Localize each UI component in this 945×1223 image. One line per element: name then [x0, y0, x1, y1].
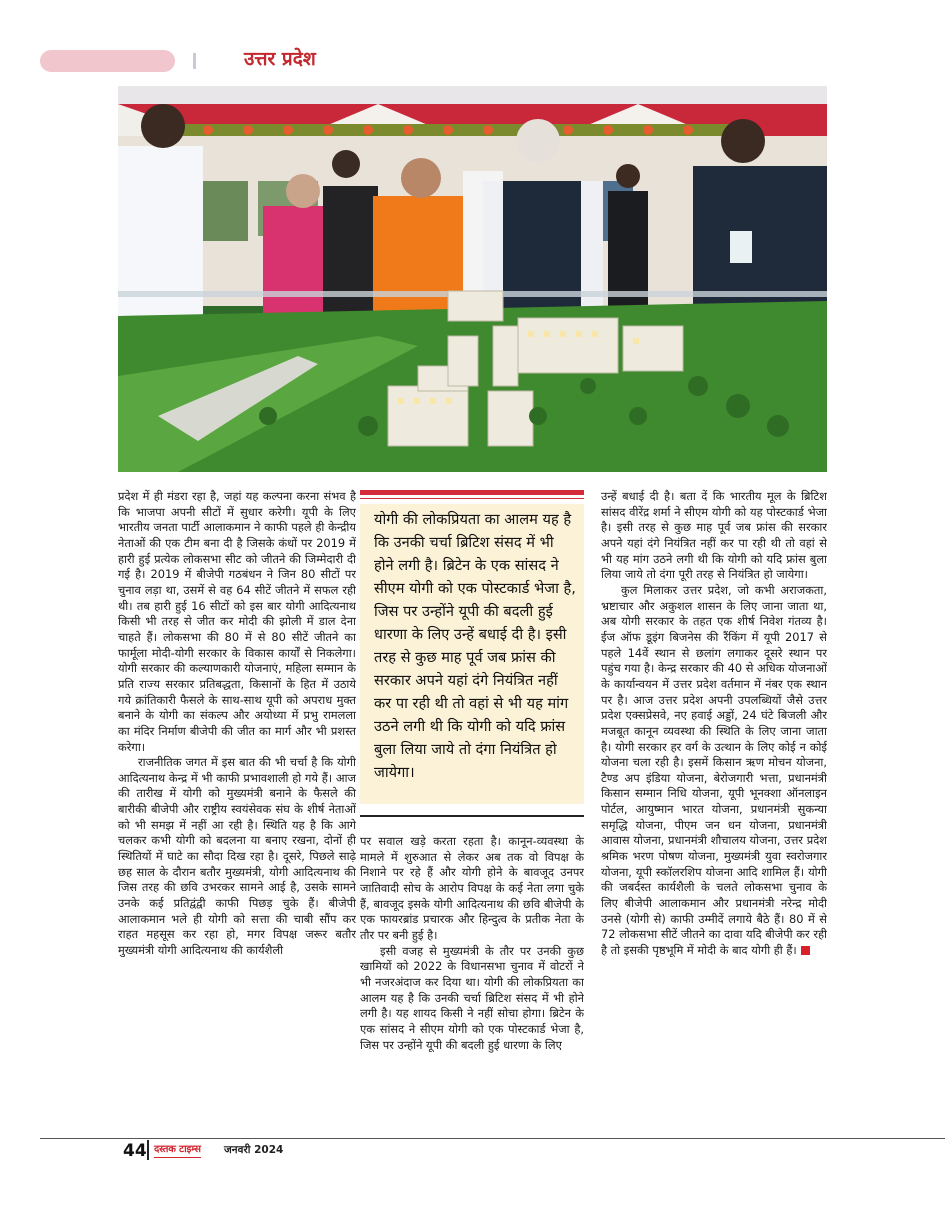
paragraph: इसी वजह से मुख्यमंत्री के तौर पर उनकी कुछ खामियों को 2022 के विधानसभा चुनाव में वोटरों ने भी नजरअंदाज कर दिया था। योगी की लोकप्रियता का आलम यह है कि उनकी चर्चा ब्रिटिश संसद में भी होने लगी है। यह शायद किसी ने नहीं सोचा होगा। ब्रिटेन के एक सांसद ने सीएम योगी को एक पोस्टकार्ड भेजा है, जिस पर उन्होंने यूपी की बदली हुई धारणा के लिए	[360, 943, 584, 1052]
photo-leaders-viewing-model	[118, 86, 827, 472]
page-number: 44	[123, 1141, 147, 1161]
paragraph: राजनीतिक जगत में इस बात की भी चर्चा है कि योगी आदित्यनाथ केन्द्र में भी काफी प्रभावशाली हो गये हैं। आज की तारीख में योगी को मुख्यमंत्री बनाने के फैसले की बारीकी बीजेपी और राष्ट्रीय स्वयंसेवक संघ के शीर्ष नेताओं को भी समझ में नहीं आ रही है। स्थिति यह है कि आगे चलकर कभी योगी को बदलना या बनाए रखना, दोनों ही स्थितियों में घाटे का सौदा दिख रहा है। दूसरे, पिछले साढ़े छह साल के दौरान बतौर मुख्यमंत्री, योगी आदित्यनाथ की जिस तरह की छवि उभरकर सामने आई है, उसके सामने उनके कई प्रतिद्वंद्वी काफी पिछड़ चुके हैं। बीजेपी आलाकमान भले ही योगी को सत्ता की चाबी सौंप कर राहत महसूस कर रहा हो, मगर विपक्ष जरूर बतौर मुख्यमंत्री योगी आदित्यनाथ की कार्यशैली	[118, 755, 356, 958]
section-pill	[40, 50, 175, 72]
pullquote-top-bar	[360, 490, 584, 495]
article-column-2	[360, 834, 584, 1124]
footer-rule	[40, 1138, 945, 1139]
magazine-logo: दस्तक टाइम्स	[154, 1143, 201, 1158]
pullquote-bottom-rule	[360, 815, 584, 817]
paragraph-final	[601, 583, 827, 959]
pullquote	[360, 490, 584, 820]
article-column-3	[601, 489, 827, 1129]
pullquote-top-rule	[360, 498, 584, 499]
footer-separator	[147, 1140, 149, 1160]
issue-date: जनवरी 2024	[224, 1144, 284, 1156]
end-mark-icon	[801, 946, 810, 955]
paragraph-final-text: कुल मिलाकर उत्तर प्रदेश, जो कभी अराजकता, भ्रष्टाचार और अकुशल शासन के लिए जाना जाता था, अब योगी सरकार के तहत एक शीर्ष निवेश गंतव्य है। ईज ऑफ डूइंग बिजनेस की रैंकिंग में यूपी 2017 से पहले 14वें स्थान से छलांग लगाकर दूसरे स्थान पर पहुंच गया है। केन्द्र सरकार की 40 से अधिक योजनाओं के कार्यान्वयन में उत्तर प्रदेश वर्तमान में नंबर एक स्थान पर है। आज उत्तर प्रदेश अपनी उपलब्धियों जैसे उत्तर प्रदेश एक्सप्रेसवे, नए हवाई अड्डों, 24 घंटे बिजली और मजबूत कानून व्यवस्था की स्थिति के लिए जाना जाता है। योगी सरकार हर वर्ग के उत्थान के लिए कोई न कोई योजना चला रही है। इसमें किसान ऋण मोचन योजना, टैण्ड अप इंडिया योजना, बेरोजगारी भत्ता, प्रधानमंत्री किसान सम्मान निधि योजना, यूपी भूनक्शा ऑनलाइन पोर्टल, आयुष्मान भारत योजना, प्रधानमंत्री सुकन्या समृद्धि योजना, पीएम जन धन योजना, प्रधानमंत्री आवास योजना, प्रधानमंत्री शौचालय योजना, उत्तर प्रदेश श्रमिक भरण पोषण योजना, मुख्यमंत्री युवा स्वरोजगार योजना, यूपी स्कॉलरशिप योजना आदि शामिल हैं। योगी की जबर्दस्त कार्यशैली के चलते लोकसभा चुनाव के लिए बीजेपी आलाकमान और प्रधानमंत्री नरेन्द्र मोदी उनसे (योगी से) काफी उम्मीदें लगाये बैठे हैं। 80 में से 72 लोकसभा सीटें जीतने का दावा यदि बीजेपी कर रही है तो इसकी पृष्ठभूमि में मोदी के बाद योगी ही हैं।	[601, 582, 827, 958]
paragraph: प्रदेश में ही मंडरा रहा है, जहां यह कल्पना करना संभव है कि भाजपा अपनी सीटों में सुधार करेगी। यूपी के लिए भारतीय जनता पार्टी आलाकमान ने काफी पहले ही केन्द्रीय नेताओं की एक टीम बना दी है जिसके कंधों पर 2019 में हारी हुई प्रत्येक लोकसभा सीट को जीतने की जिम्मेदारी दी गई है। 2019 में बीजेपी गठबंधन ने जिन 80 सीटों पर चुनाव लड़ा था, उसमें से वह 64 सीटें जीतने में सफल रही थी। तब हारी हुई 16 सीटों को इस बार योगी आदित्यनाथ किसी भी तरह से जीत कर मोदी की झोली में डाल देना चाहते हैं। लोकसभा की 80 में से 80 सीटें जीतने का फार्मूला मोदी-योगी सरकार के विकास कार्यों से निकलेगा। योगी सरकार की कल्याणकारी योजनाएं, महिला सम्मान के प्रति राज्य सरकार प्रतिबद्धता, किसानों के हित में उठाये गये क्रांतिकारी फैसले के साथ-साथ यूपी को अपराध मुक्त बनाने के योगी का संकल्प और अयोध्या में प्रभु रामलला का मंदिर निर्माण बीजेपी की जीत का मार्ग और भी प्रशस्त करेगा।	[118, 489, 356, 754]
paragraph: पर सवाल खड़े करता रहता है। कानून-व्यवस्था के मामले में शुरुआत से लेकर अब तक वो विपक्ष के निशाने पर रहे हैं और योगी होने के बावजूद उनपर जातिवादी सोच के आरोप विपक्ष के कई नेता लगा चुके हैं, बावजूद इसके योगी आदित्यनाथ की छवि बीजेपी के एक फायरब्रांड प्रचारक और हिन्दुत्व के प्रतीक नेता के तौर पर बनी हुई है।	[360, 834, 584, 942]
pullquote-text: योगी की लोकप्रियता का आलम यह है कि उनकी चर्चा ब्रिटिश संसद में भी होने लगी है। ब्रिटेन के एक सांसद ने सीएम योगी को एक पोस्टकार्ड भेजा है, जिस पर उन्होंने यूपी की बदली हुई धारणा के लिए उन्हें बधाई दी है। इसी तरह से कुछ माह पूर्व जब फ्रांस की सरकार अपने यहां दंगे नियंत्रित नहीं कर पा रही थी तो वहां से भी यह मांग उठने लगी थी कि योगी को यदि फ्रांस बुला लिया जाये तो दंगा नियंत्रित हो जायेगा।	[374, 511, 576, 781]
article-column-1	[118, 489, 356, 1139]
header-separator	[193, 53, 196, 69]
paragraph: उन्हें बधाई दी है। बता दें कि भारतीय मूल के ब्रिटिश सांसद वीरेंद्र शर्मा ने सीएम योगी को यह पोस्टकार्ड भेजा है। इसी तरह से कुछ माह पूर्व जब फ्रांस की सरकार अपने यहां दंगे नियंत्रित नहीं कर पा रही थी तो वहां से भी यह मांग उठने लगी थी कि योगी को यदि फ्रांस बुला लिया जाये तो दंगा पूरी तरह से नियंत्रित हो जायेगा।	[601, 489, 827, 582]
section-title: उत्तर प्रदेश	[244, 48, 316, 70]
